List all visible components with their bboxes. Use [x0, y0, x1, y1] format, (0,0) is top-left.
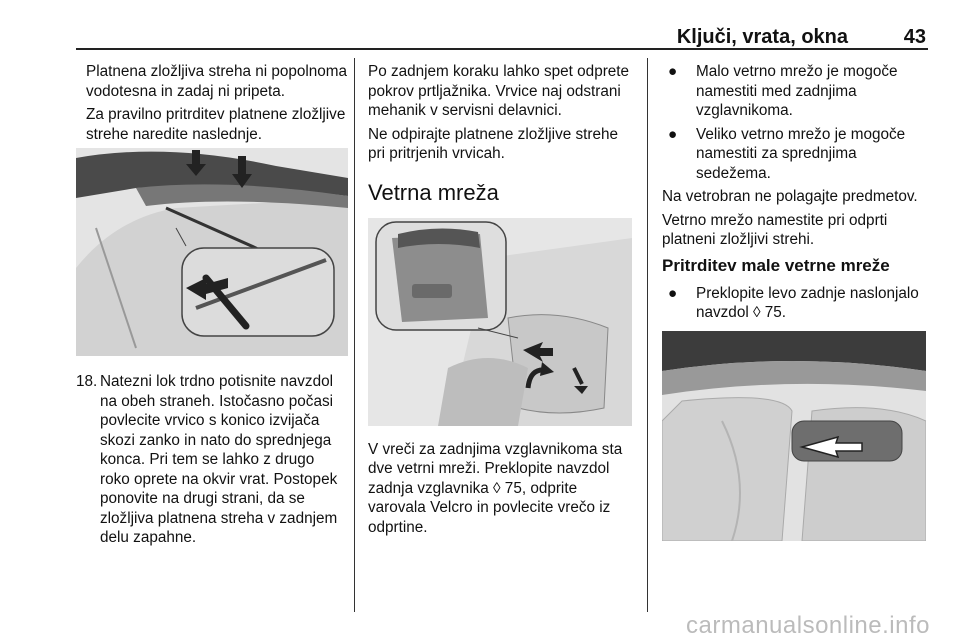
step-18	[76, 372, 348, 548]
subheading: Pritrditev male vetrne mreže	[662, 255, 890, 275]
column-1	[76, 62, 348, 548]
bullet-icon: ●	[668, 125, 678, 143]
list-item: ● Malo vetrno mrežo je mogoče namestiti med zadnjima vzglavnikoma.	[662, 62, 928, 121]
paragraph: Na vetrobran ne polagajte predmetov.	[662, 188, 918, 205]
paragraph: Platnena zložljiva streha ni popolnoma vodotesna in zadaj ni pripeta.	[86, 63, 348, 100]
step-text: Natezni lok trdno potisnite navzdol na obeh straneh. Istočasno počasi povlecite vrvico s konico izvijača skozi zanko in nato do sprednjega konca. Pri tem se lahko z drugo roko oprete na okvir vrat. Postopek ponovite na drugi strani, da se zložljiva platnena streha v zadnjem delu zapahne.	[100, 373, 338, 546]
roof-strap-illustration	[76, 148, 348, 356]
paragraph: Po zadnjem koraku lahko spet odprete pokrov prtljažnika. Vrvice naj odstrani mehanik v servisni delavnici.	[368, 63, 630, 119]
column-divider-1	[354, 58, 355, 612]
bullet-icon: ●	[668, 63, 678, 80]
paragraph: Vetrno mrežo namestite pri odprti platneni zložljivi strehi.	[662, 211, 888, 248]
watermark: carmanualsonline.info	[686, 612, 930, 639]
paragraph: Ne odpirajte platnene zložljive strehe pri pritrjenih vrvicah.	[368, 125, 618, 162]
section-title: Ključi, vrata, okna	[676, 26, 848, 48]
bullet-icon: ●	[668, 284, 678, 302]
page-header	[76, 20, 928, 50]
paragraph: V vreči za zadnjima vzglavnikoma sta dve vetrni mreži. Preklopite navzdol zadnja vzglavnika ◊ 75, odprite varovala Velcro in povlecite vrečo iz odprtine.	[368, 440, 623, 536]
column-3	[662, 62, 928, 541]
step-number: 18.	[76, 373, 98, 390]
bullet-list	[662, 284, 928, 323]
list-item: ● Preklopite levo zadnje naslonjalo navzdol ◊ 75.	[662, 284, 928, 323]
bullet-list	[662, 62, 928, 183]
column-divider-2	[647, 58, 648, 612]
paragraph: Za pravilno pritrditev platnene zložljive strehe naredite naslednje.	[86, 106, 346, 143]
list-item: ● Veliko vetrno mrežo je mogoče namestiti za sprednjima sedežema.	[662, 125, 928, 184]
page-number: 43	[903, 26, 926, 48]
rear-seat-illustration	[662, 331, 926, 541]
header-rule	[76, 48, 928, 50]
wind-net-bag-illustration	[368, 218, 632, 426]
section-heading: Vetrna mreža	[368, 179, 499, 205]
column-2	[368, 62, 634, 541]
